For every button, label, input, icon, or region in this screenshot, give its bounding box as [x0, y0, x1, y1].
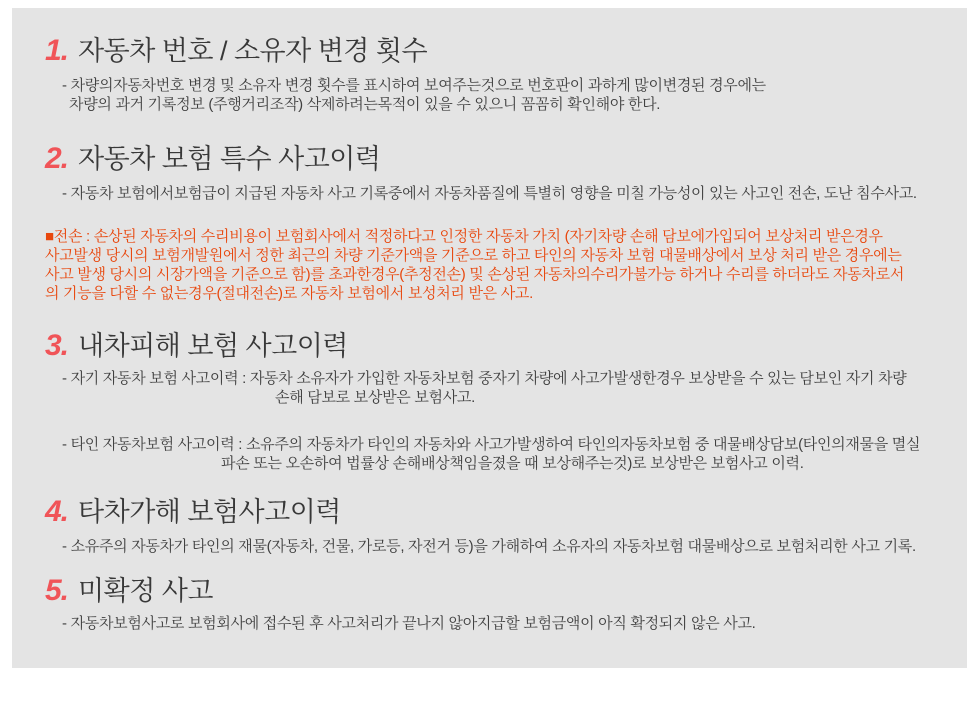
section-2-number: 2. [45, 142, 69, 175]
section-3-number: 3. [45, 329, 69, 362]
section-2-body [45, 184, 953, 203]
section-4-title: 타차가해 보험사고이력 [78, 497, 341, 527]
total-loss-note [45, 227, 953, 303]
info-panel [12, 8, 967, 668]
section-2-title: 자동차 보험 특수 사고이력 [78, 144, 381, 174]
section-3-title: 내차피해 보험 사고이력 [78, 331, 348, 361]
section-3-bullet-2-line-1: - 타인 자동차보험 사고이력 : 소유주의 자동차가 타인의 자동차와 사고가발생하여 타인의자동차보험 중 대물배상담보(타인의재물을 멸실 [62, 436, 921, 453]
note-line-1: ■전손 : 손상된 자동차의 수리비용이 보험회사에서 적정하다고 인정한 자동차 가치 (자기차량 손해 담보에가입되어 보상처리 받은경우 [45, 228, 883, 245]
section-5-line-1: - 자동차보험사고로 보험회사에 접수된 후 사고처리가 끝나지 않아지급할 보험금액이 아직 확정되지 않은 사고. [62, 615, 756, 632]
section-1-line-2: 차량의 과거 기록정보 (주행거리조작) 삭제하려는목적이 있을 수 있으니 꼼꼼히 확인해야 한다. [69, 96, 661, 113]
section-4-number: 4. [45, 495, 69, 528]
section-1-heading [45, 34, 953, 68]
section-2-heading [45, 142, 953, 176]
section-5-title: 미확정 사고 [78, 576, 213, 606]
section-4-body [45, 537, 953, 556]
note-line-4: 의 기능을 다할 수 없는경우(절대전손)로 자동차 보험에서 보성처리 받은 사고. [45, 285, 533, 302]
section-4-heading [45, 495, 953, 529]
section-4-line-1: - 소유주의 자동차가 타인의 재물(자동차, 건물, 가로등, 자전거 등)을 가해하여 소유자의 자동차보험 대물배상으로 보험처리한 사고 기록. [62, 538, 916, 555]
section-3-bullet-1-line-1: - 자기 자동차 보험 사고이력 : 자동차 소유자가 가입한 자동차보험 중자기 차량에 사고가발생한경우 보상받을 수 있는 담보인 자기 차량 [62, 370, 907, 387]
section-5-heading [45, 574, 953, 608]
section-5-body [45, 614, 953, 633]
note-line-3: 사고 발생 당시의 시장가액을 기준으로 함)를 초과한경우(추정전손) 및 손상된 자동차의수리가불가능 하거나 수리를 하더라도 자동차로서 [45, 266, 905, 283]
section-1-number: 1. [45, 34, 69, 67]
section-3-bullet-2-line-2: 파손 또는 오손하여 법률상 손해배상책임을졌을 때 보상해주는것)로 보상받은 보험사고 이력. [221, 455, 804, 472]
section-3-heading [45, 329, 953, 363]
section-5-number: 5. [45, 574, 69, 607]
note-line-2: 사고발생 당시의 보험개발원에서 정한 최근의 차량 기준가액을 기준으로 하고 타인의 자동차 보험 대물배상에서 보상 처리 받은 경우에는 [45, 247, 902, 264]
section-1-body [45, 76, 953, 114]
section-1-title: 자동차 번호 / 소유자 변경 횟수 [78, 36, 428, 66]
section-3-bullet-1-line-2: 손해 담보로 보상받은 보험사고. [275, 389, 475, 406]
section-2-line-1: - 자동차 보험에서보험급이 지급된 자동차 사고 기록중에서 자동차품질에 특별히 영향을 미칠 가능성이 있는 사고인 전손, 도난 침수사고. [62, 185, 917, 202]
section-1-line-1: - 차량의자동차번호 변경 및 소유자 변경 횟수를 표시하여 보여주는것으로 번호판이 과하게 많이변경된 경우에는 [62, 77, 766, 94]
section-3-bullet-1 [45, 369, 953, 407]
section-3-bullet-2 [45, 435, 953, 473]
